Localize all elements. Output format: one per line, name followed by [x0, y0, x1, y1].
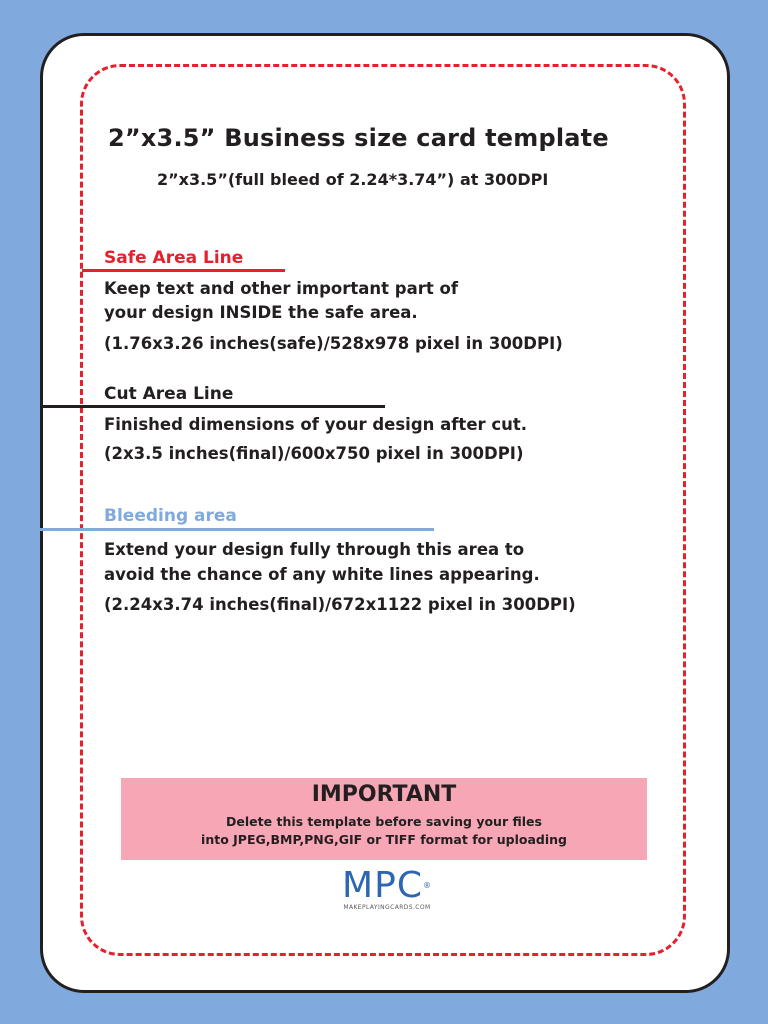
safe-area-text-3: (1.76x3.26 inches(safe)/528x978 pixel in 300DPI) [104, 334, 563, 353]
safe-area-rule [82, 269, 285, 272]
safe-area-heading: Safe Area Line [104, 248, 244, 268]
cut-area-text-2: (2x3.5 inches(final)/600x750 pixel in 300DPI) [104, 444, 524, 463]
mpc-logo [332, 866, 442, 911]
important-text [121, 813, 647, 849]
important-text-1: Delete this template before saving your files [226, 814, 542, 829]
bleed-area-text-1: Extend your design fully through this area to [104, 540, 525, 559]
bleed-area-text-2: avoid the chance of any white lines appearing. [104, 565, 540, 584]
cut-area-rule [41, 405, 385, 408]
cut-area-text-1: Finished dimensions of your design after cut. [104, 415, 528, 434]
logo-url: MAKEPLAYINGCARDS.COM [343, 904, 431, 911]
important-notice [121, 778, 647, 860]
page-subtitle: 2”x3.5”(full bleed of 2.24*3.74”) at 300DPI [157, 170, 549, 189]
logo-mark [332, 866, 442, 906]
bleed-area-text-3: (2.24x3.74 inches(final)/672x1122 pixel in 300DPI) [104, 595, 576, 614]
bleed-area-heading: Bleeding area [104, 506, 237, 526]
safe-area-text-1: Keep text and other important part of [104, 279, 459, 298]
important-heading: IMPORTANT [311, 782, 457, 807]
safe-area-text-2: your design INSIDE the safe area. [104, 303, 418, 322]
page-title: 2”x3.5” Business size card template [108, 124, 609, 152]
cut-area-heading: Cut Area Line [104, 384, 234, 404]
registered-mark: ® [422, 881, 432, 890]
bleed-area-rule [38, 528, 434, 531]
important-text-2: into JPEG,BMP,PNG,GIF or TIFF format for uploading [201, 832, 567, 847]
logo-text: MPC [342, 865, 423, 906]
